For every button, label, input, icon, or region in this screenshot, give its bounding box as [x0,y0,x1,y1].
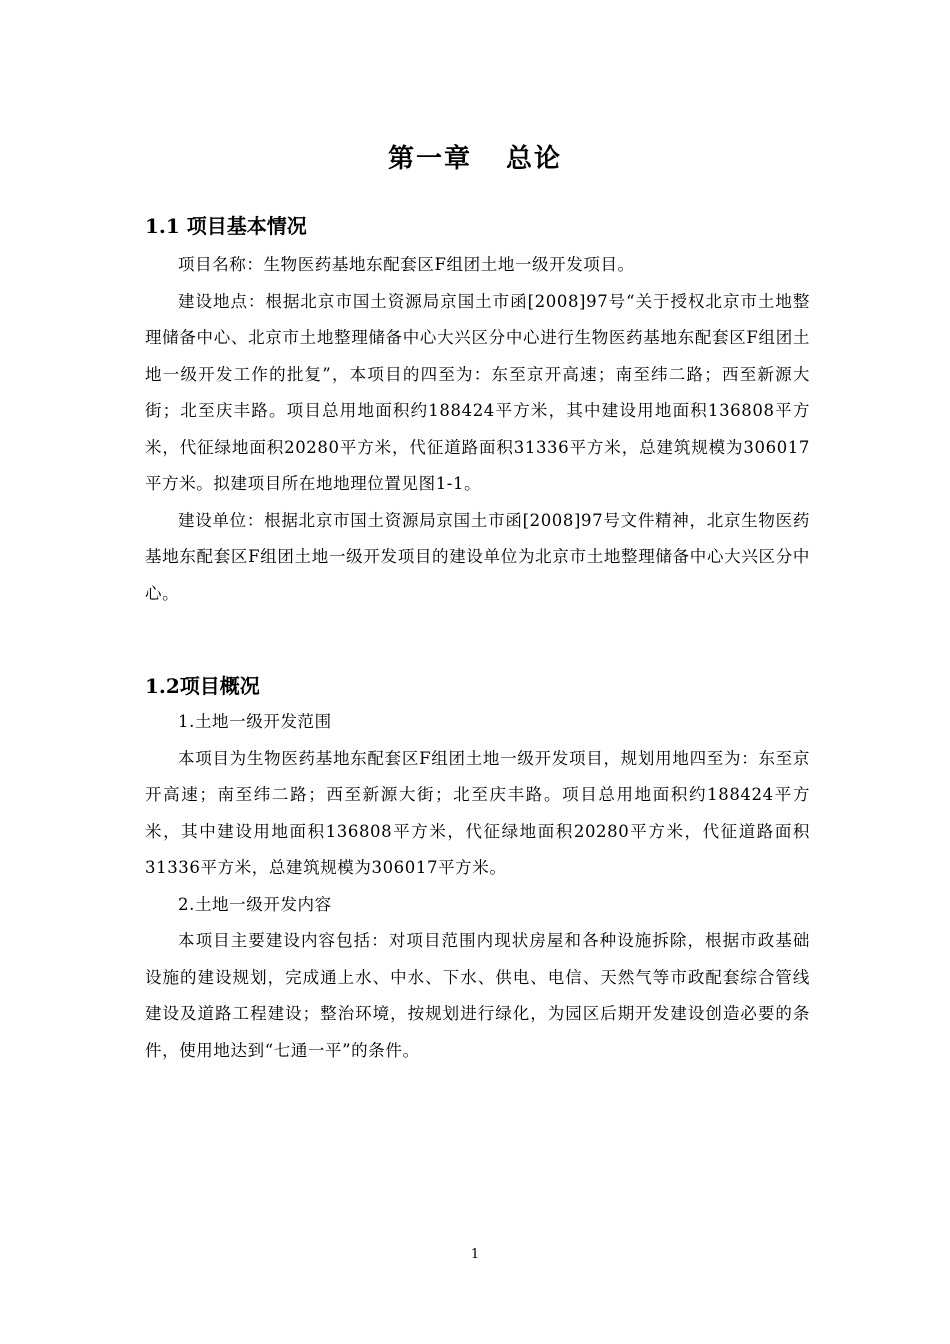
chapter-number: 第一章 [387,144,472,174]
subheading-development-scope: 1.土地一级开发范围 [178,712,332,731]
chapter-name: 总论 [506,144,563,174]
paragraph-construction-unit: 建设单位：根据北京市国土资源局京国土市函[2008]97号文件精神，北京生物医药基地东配套区F组团土地一级开发项目的建设单位为北京市土地整理储备中心大兴区分中心。 [145,510,810,603]
page-number: 1 [470,1247,480,1262]
paragraph-project-name: 项目名称：生物医药基地东配套区F组团土地一级开发项目。 [178,255,635,274]
section-heading: 1.1 项目基本情况 [145,214,307,238]
paragraph-development-content: 本项目主要建设内容包括：对项目范围内现状房屋和各种设施拆除，根据市政基础设施的建设规划，完成通上水、中水、下水、供电、电信、天然气等市政配套综合管线建设及道路工程建设；整治环境，按规划进行绿化，为园区后期开发建设创造必要的条件，使用地达到“七通一平”的条件。 [145,931,810,1060]
paragraph-development-scope: 本项目为生物医药基地东配套区F组团土地一级开发项目，规划用地四至为：东至京开高速；南至纬二路；西至新源大街；北至庆丰路。项目总用地面积约188424平方米，其中建设用地面积136808平方米，代征绿地面积20280平方米，代征道路面积31336平方米，总建筑规模为306017平方米。 [145,748,810,877]
paragraph-construction-site: 建设地点：根据北京市国土资源局京国土市函[2008]97号“关于授权北京市土地整理储备中心、北京市土地整理储备中心大兴区分中心进行生物医药基地东配套区F组团土地一级开发工作的批复”，本项目的四至为：东至京开高速；南至纬二路；西至新源大街；北至庆丰路。项目总用地面积约188424平方米，其中建设用地面积136808平方米，代征绿地面积20280平方米，代征道路面积31336平方米，总建筑规模为306017平方米。拟建项目所在地地理位置见图1-1。 [145,291,810,493]
subheading-development-content: 2.土地一级开发内容 [178,894,332,914]
chapter-title [0,141,950,177]
section-1-2 [145,671,810,1069]
section-heading: 1.2项目概况 [145,674,260,698]
section-1-1 [145,211,810,612]
